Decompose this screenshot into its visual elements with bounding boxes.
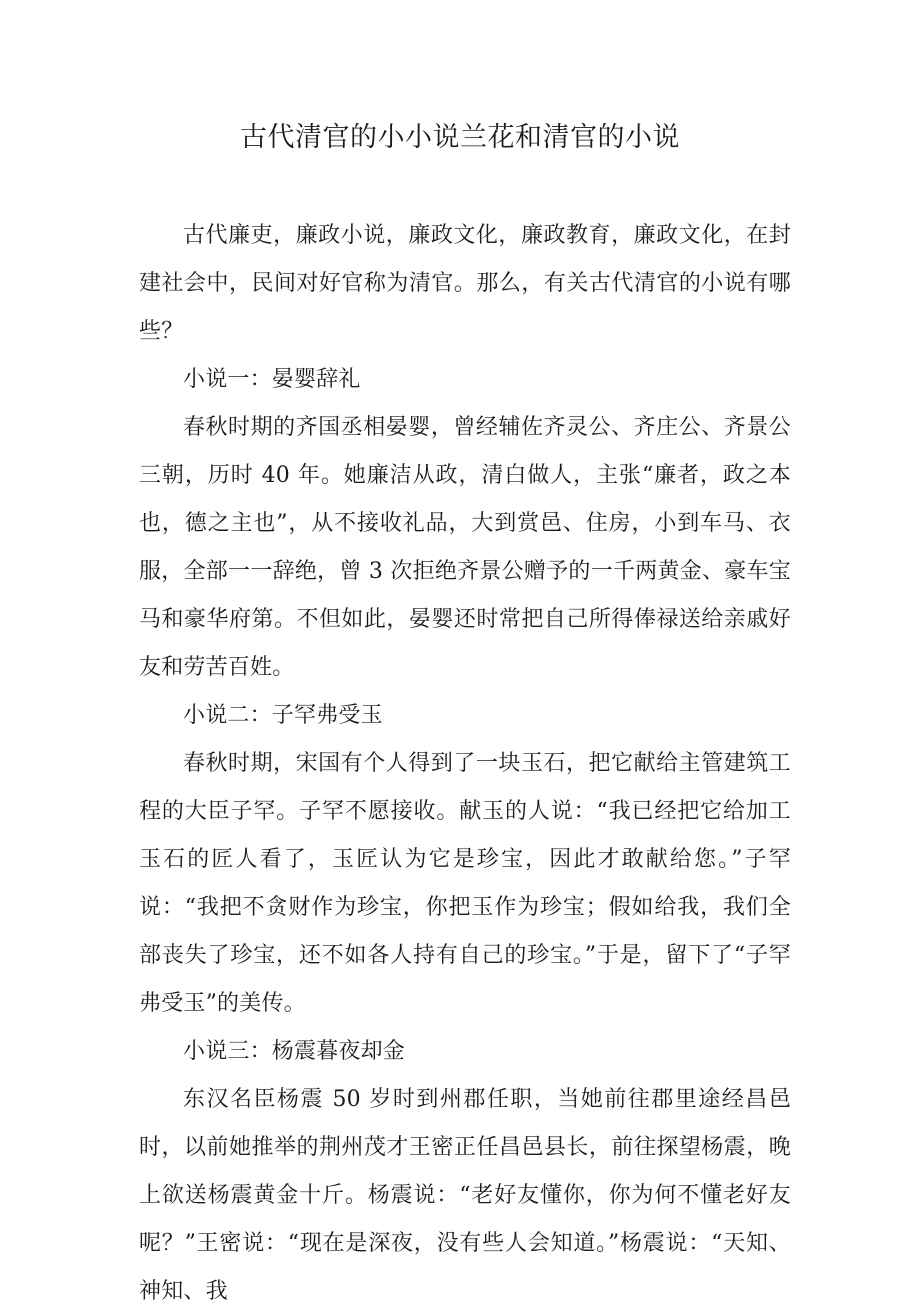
- section-heading-2: 小说二：子罕弗受玉: [183, 703, 383, 728]
- paragraph-story-1: 春秋时期的齐国丞相晏婴，曾经辅佐齐灵公、齐庄公、齐景公三朝，历时 40 年。她廉洁从政，清白做人，主张“廉者，政之本也，德之主也”，从不接收礼品，大到赏邑、住房，小到车马、衣服，全部一一辞绝，曾 3 次拒绝齐景公赠予的一千两黄金、豪车宝马和豪华府第。不但如此，晏婴还时常把自己所得俸禄送给亲戚好友和劳苦百姓。: [139, 415, 791, 680]
- paragraph-story-3: 东汉名臣杨震 50 岁时到州郡任职，当她前往郡里途经昌邑时，以前她推举的荆州茂才王密正任昌邑县长，前往探望杨震，晚上欲送杨震黄金十斤。杨震说：“老好友懂你，你为何不懂老好友呢？”王密说：“现在是深夜，没有些人会知道。”杨震说：“天知、神知、我: [139, 1087, 791, 1304]
- paragraph-story-2: 春秋时期，宋国有个人得到了一块玉石，把它献给主管建筑工程的大臣子罕。子罕不愿接收。献玉的人说：“我已经把它给加工玉石的匠人看了，玉匠认为它是珍宝，因此才敢献给您。”子罕说：“我把不贪财作为珍宝，你把玉作为珍宝；假如给我，我们全部丧失了珍宝，还不如各人持有自己的珍宝。”于是，留下了“子罕弗受玉”的美传。: [139, 751, 791, 1016]
- paragraph-intro: 古代廉吏，廉政小说，廉政文化，廉政教育，廉政文化，在封建社会中，民间对好官称为清官。那么，有关古代清官的小说有哪些？: [139, 223, 791, 344]
- document-body: [139, 212, 791, 1316]
- document-title: 古代清官的小小说兰花和清官的小说: [240, 122, 680, 153]
- section-heading-1: 小说一：晏婴辞礼: [183, 367, 361, 392]
- section-heading-3: 小说三：杨震暮夜却金: [183, 1039, 406, 1064]
